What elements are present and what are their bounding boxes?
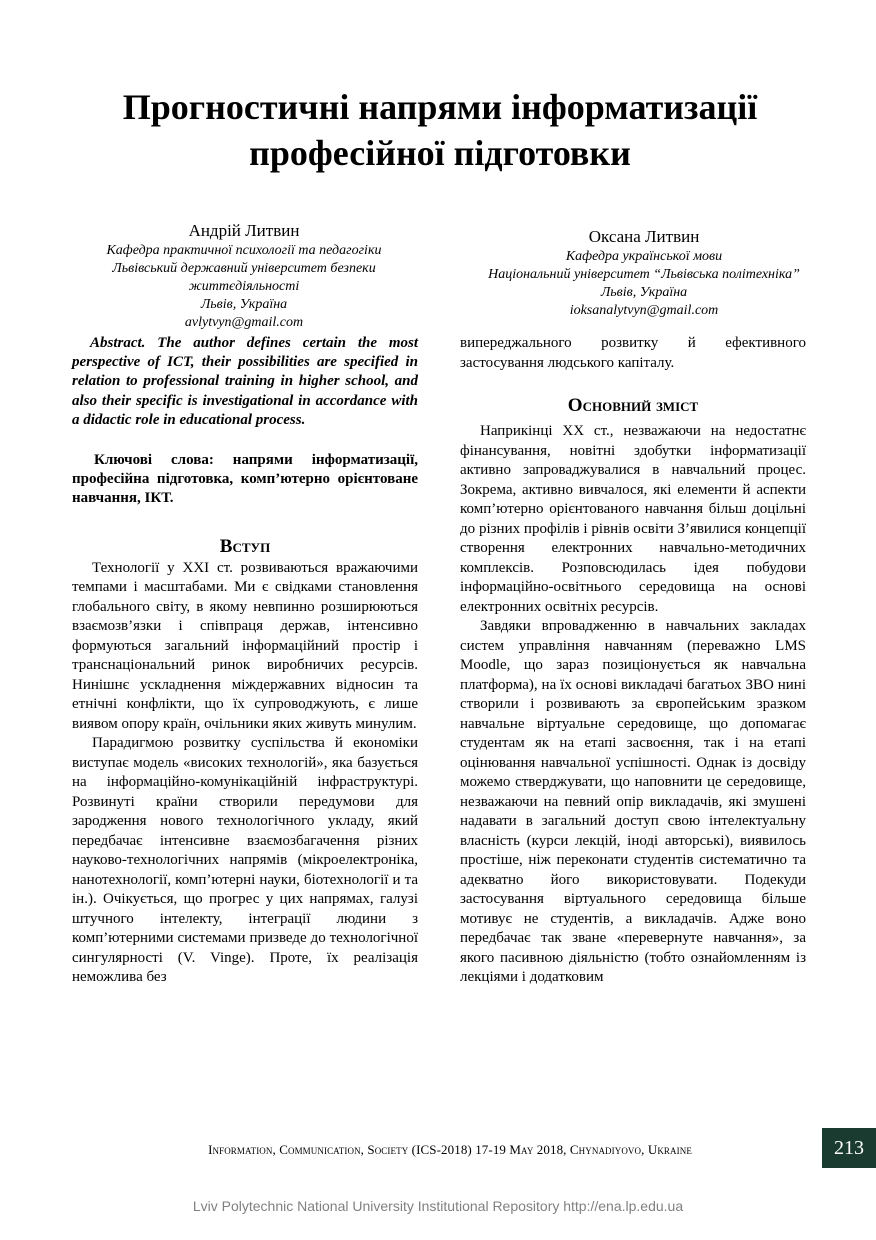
paper-title-line-1: Прогностичні напрями інформатизації: [122, 87, 758, 127]
author-email[interactable]: avlytvyn@gmail.com: [184, 315, 304, 330]
paper-title: [60, 84, 820, 176]
author-name: Оксана Литвин: [588, 227, 700, 246]
author-name: Андрій Литвин: [188, 221, 300, 240]
author-university-cont: життєдіяльності: [188, 279, 300, 294]
author-department: Кафедра української мови: [565, 249, 723, 264]
conference-footer: Information, Communication, Society (ICS-2018) 17-19 May 2018, Chynadiyovo, Ukraine: [208, 1142, 692, 1157]
abstract: Abstract. The author defines certain the most perspective of ICT, their possibilities are specified in relation to professional training in higher school, and also their specific is investigational in accordance with a didactic role in educational process.: [72, 335, 418, 428]
paper-title-line-2: професійної підготовки: [249, 133, 631, 173]
author-department: Кафедра практичної психології та педагогіки: [106, 243, 382, 258]
author-city: Львів, Україна: [600, 285, 688, 300]
page-number: 213: [822, 1128, 876, 1168]
right-column: [460, 334, 806, 988]
keywords: Ключові слова: напрями інформатизації, професійна підготовка, комп’ютерно орієнтоване навчання, ІКТ.: [72, 452, 418, 507]
intro-paragraph-2: Парадигмою розвитку суспільства й економіки виступає модель «високих технологій», яка базується на інформаційно-комунікаційній інфраструктурі. Розвинуті країни створили передумови для зародження нового технологічного укладу, який передбачає інтенсивне взаємозбагачення різних науково-технологічних напрямів (мікроелектроніка, нанотехнології, комп’ютерні науки, біотехнології и та ін.). Очікується, що прогрес у цих напрямах, галузі штучного інтелекту, інтеграції людини з комп’ютерними системами призведе до технологічної сингулярності (V. Vinge). Проте, їх реалізація неможлива без: [72, 735, 418, 986]
author-university: Національний університет “Львівська політехніка”: [488, 267, 800, 282]
intro-paragraph-1: Технології у XXI ст. розвиваються вражаючими темпами і масштабами. Ми є свідками становлення глобального світу, в якому невпинно розширюються взаємозв’язки і співпраця держав, інтенсивно формуються загальний інформаційний простір і транснаціональний ринок виробничих ресурсів. Нинішнє ускладнення міждержавних відносин та етнічні конфлікти, що їх супроводжують, є лише виявом опору країн, очільники яких живуть минулим.: [72, 559, 418, 732]
author-block-1: [72, 220, 416, 332]
section-heading-intro: Вступ: [219, 535, 271, 557]
main-paragraph-1: Наприкінці XX ст., незважаючи на недостатнє фінансування, новітні здобутки інформатизації активно запроваджувалися в навчальний процес. Зокрема, активно вивчалося, які елементи й аспекти комп’ютерно орієнтованого навчання більш доцільні до різних профілів і рівнів освіти З’явилися концепції створення електронних навчально-методичних комплексів. Розповсюдилась ідея побудови інформаційно-освітнього середовища на основі електронних освітніх ресурсів.: [460, 423, 806, 615]
repository-watermark: Lviv Polytechnic National University Institutional Repository http://ena.lp.edu.ua: [192, 1198, 684, 1214]
author-city: Львів, Україна: [200, 297, 288, 312]
intro-paragraph-continued: випереджального розвитку й ефективного застосування людського капіталу.: [460, 335, 806, 371]
left-column: [72, 334, 418, 988]
main-paragraph-2: Завдяки впровадженню в навчальних закладах систем управління навчанням (переважно LMS Moodle, що зараз позиціонується як навчальна платформа), на їх основі викладачі багатьох ЗВО нині створили і розвивають за європейським зразком навчальне віртуальне середовище, що допомагає студентам як на етапі засвоєння, так і на етапі оцінювання навчальної успішності. Однак із досвіду можемо стверджувати, що наповнити це середовище, незважаючи на певний опір викладачів, які змушені надавати в загальний доступ свою інтелектуальну власність (курси лекцій, іноді авторські), виявилось простіше, ніж переконати студентів систематично та адекватно його використовувати. Подекуди застосування віртуального середовища більше мотивує не студентів, а викладачів. Адже воно передбачає так зване «перевернуте навчання», за якого пасивною діяльністю (тобто ознайомленням із лекціями і додатковим: [460, 618, 806, 985]
author-university: Львівський державний університет безпеки: [112, 261, 376, 276]
author-email[interactable]: ioksanalytvyn@gmail.com: [569, 303, 719, 318]
section-heading-main: Основний зміст: [567, 395, 699, 416]
author-block-2: [460, 226, 828, 320]
